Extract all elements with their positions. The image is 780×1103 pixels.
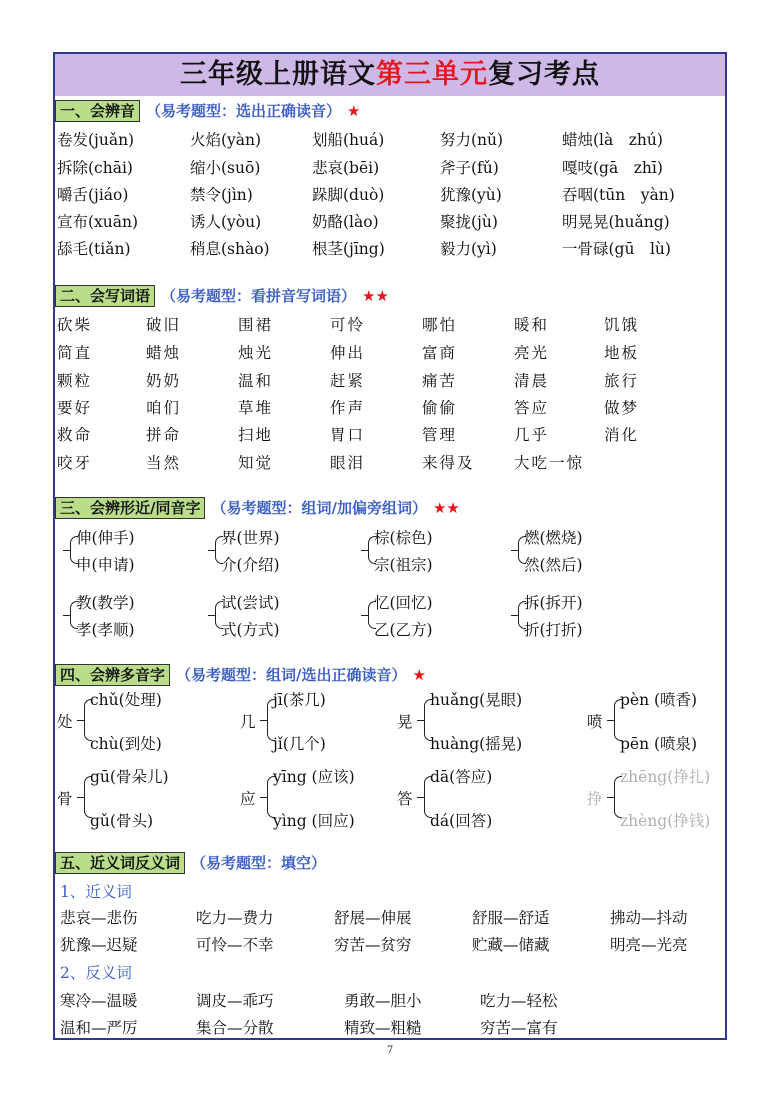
char-pair-top: 教(教学) <box>76 594 135 612</box>
section-4-header <box>55 664 426 686</box>
char-pair-top: 伸(伸手) <box>76 529 135 547</box>
char-pair-top: 拆(拆开) <box>524 594 583 612</box>
antonym-pair: 穷苦—富有 <box>480 1019 558 1037</box>
pronunciation-item: 犹豫(yù) <box>440 186 502 204</box>
title-part-1: 三年级上册语文 <box>180 59 376 90</box>
polyphone-char: 应 <box>240 790 256 808</box>
antonym-pair: 寒冷—温暖 <box>60 992 138 1010</box>
section-1-header <box>55 100 360 122</box>
polyphone-reading-2: dá(回答) <box>430 812 493 830</box>
pronunciation-item: 吞咽(tūn yàn) <box>562 186 675 204</box>
char-pair-bottom: 然(然后) <box>524 556 583 574</box>
char-pair-bottom: 申(申请) <box>76 556 135 574</box>
char-pair-bottom: 折(打折) <box>524 621 583 639</box>
vocab-word: 痛苦 <box>422 372 458 390</box>
star-rating: ★ <box>347 102 361 120</box>
section-label: 一、会辨音 <box>55 100 140 122</box>
page-title <box>55 54 725 96</box>
vocab-word: 眼泪 <box>330 454 366 472</box>
vocab-word: 蜡烛 <box>146 344 182 362</box>
antonym-pair: 温和—严厉 <box>60 1019 138 1037</box>
pronunciation-item: 跺脚(duò) <box>312 186 385 204</box>
synonym-pair: 舒服—舒适 <box>472 909 550 927</box>
pronunciation-item: 根茎(jīng) <box>312 240 385 258</box>
star-rating: ★★ <box>432 499 460 517</box>
vocab-word: 奶奶 <box>146 372 182 390</box>
vocab-word: 消化 <box>604 426 640 444</box>
vocab-word: 咱们 <box>146 399 182 417</box>
vocab-word: 旅行 <box>604 372 640 390</box>
vocab-word: 亮光 <box>514 344 550 362</box>
pronunciation-item: 聚拢(jù) <box>440 213 498 231</box>
polyphone-reading-1: jī(茶几) <box>273 691 326 709</box>
vocab-word: 知觉 <box>238 454 274 472</box>
vocab-word: 饥饿 <box>604 316 640 334</box>
polyphone-reading-1: pèn (喷香) <box>620 691 698 709</box>
vocab-word: 胃口 <box>330 426 366 444</box>
section-label: 五、近义词反义词 <box>55 852 185 874</box>
polyphone-reading-2: zhèng(挣钱) <box>620 812 711 830</box>
char-pair-top: 试(尝试) <box>221 594 280 612</box>
pronunciation-item: 嚼舌(jiáo) <box>57 186 129 204</box>
section-hint: （易考题型：组词/选出正确读音） <box>176 666 407 684</box>
vocab-word: 管理 <box>422 426 458 444</box>
vocab-word: 偷偷 <box>422 399 458 417</box>
title-part-2: 第三单元 <box>376 59 488 90</box>
pronunciation-item: 缩小(suō) <box>190 159 261 177</box>
pronunciation-item: 悲哀(bēi) <box>312 159 380 177</box>
title-part-3: 复习考点 <box>488 59 600 90</box>
synonym-pair: 贮藏—储藏 <box>472 936 550 954</box>
char-pair-bottom: 式(方式) <box>221 621 280 639</box>
vocab-word: 可怜 <box>330 316 366 334</box>
vocab-word: 大吃一惊 <box>514 454 585 472</box>
synonym-pair: 悲哀—悲伤 <box>60 909 138 927</box>
polyphone-char: 骨 <box>57 790 73 808</box>
section-hint: （易考题型：看拼音写词语） <box>161 287 357 305</box>
vocab-word: 暖和 <box>514 316 550 334</box>
vocab-word: 咬牙 <box>57 454 93 472</box>
char-pair-bottom: 孝(孝顺) <box>76 621 135 639</box>
polyphone-char: 处 <box>57 713 73 731</box>
vocab-word: 草堆 <box>238 399 274 417</box>
polyphone-char: 喷 <box>587 713 603 731</box>
pronunciation-item: 划船(huá) <box>312 131 385 149</box>
antonym-pair: 集合—分散 <box>196 1019 274 1037</box>
section-hint: （易考题型：填空） <box>191 854 327 872</box>
section-hint: （易考题型：组词/加偏旁组词） <box>211 499 427 517</box>
pronunciation-item: 稍息(shào) <box>190 240 270 258</box>
char-pair-bottom: 宗(祖宗) <box>374 556 433 574</box>
pronunciation-item: 明晃晃(huǎng) <box>562 213 670 231</box>
polyphone-char: 几 <box>240 713 256 731</box>
vocab-word: 做梦 <box>604 399 640 417</box>
vocab-word: 拼命 <box>146 426 182 444</box>
vocab-word: 烛光 <box>238 344 274 362</box>
polyphone-reading-1: yīng (应该) <box>273 768 355 786</box>
vocab-word: 伸出 <box>330 344 366 362</box>
section-label: 二、会写词语 <box>55 285 155 307</box>
char-pair-bottom: 乙(乙方) <box>374 621 433 639</box>
section-label: 四、会辨多音字 <box>55 664 170 686</box>
vocab-word: 扫地 <box>238 426 274 444</box>
pronunciation-item: 拆除(chāi) <box>57 159 133 177</box>
antonym-pair: 调皮—乖巧 <box>196 992 274 1010</box>
vocab-word: 温和 <box>238 372 274 390</box>
vocab-word: 要好 <box>57 399 93 417</box>
pronunciation-item: 诱人(yòu) <box>190 213 262 231</box>
polyphone-reading-2: jǐ(几个) <box>273 735 326 753</box>
vocab-word: 富商 <box>422 344 458 362</box>
section-5-header <box>55 852 326 874</box>
antonym-pair: 精致—粗糙 <box>344 1019 422 1037</box>
synonym-pair: 明亮—光亮 <box>610 936 688 954</box>
antonym-pair: 勇敢—胆小 <box>344 992 422 1010</box>
vocab-word: 几乎 <box>514 426 550 444</box>
vocab-word: 来得及 <box>422 454 475 472</box>
antonym-pair: 吃力—轻松 <box>480 992 558 1010</box>
synonyms-subheading: 1、近义词 <box>60 883 132 901</box>
polyphone-reading-1: huǎng(晃眼) <box>430 691 523 709</box>
char-pair-top: 棕(棕色) <box>374 529 433 547</box>
section-2-header <box>55 285 389 307</box>
vocab-word: 作声 <box>330 399 366 417</box>
star-rating: ★★ <box>362 287 389 305</box>
vocab-word: 破旧 <box>146 316 182 334</box>
char-pair-bottom: 介(介绍) <box>221 556 280 574</box>
vocab-word: 地板 <box>604 344 640 362</box>
char-pair-top: 燃(燃烧) <box>524 529 583 547</box>
pronunciation-item: 宣布(xuān) <box>57 213 139 231</box>
pronunciation-item: 卷发(juǎn) <box>57 131 135 149</box>
synonym-pair: 可怜—不幸 <box>196 936 274 954</box>
pronunciation-item: 禁令(jìn) <box>190 186 253 204</box>
vocab-word: 围裙 <box>238 316 274 334</box>
char-pair-top: 忆(回忆) <box>374 594 433 612</box>
star-rating: ★ <box>412 666 426 684</box>
polyphone-reading-2: yìng (回应) <box>273 812 355 830</box>
pronunciation-item: 努力(nǔ) <box>440 131 504 149</box>
polyphone-reading-2: huàng(摇晃) <box>430 735 523 753</box>
pronunciation-item: 舔毛(tiǎn) <box>57 240 131 258</box>
antonyms-subheading: 2、反义词 <box>60 964 132 982</box>
pronunciation-item: 火焰(yàn) <box>190 131 262 149</box>
polyphone-reading-2: chù(到处) <box>90 735 162 753</box>
vocab-word: 简直 <box>57 344 93 362</box>
synonym-pair: 拂动—抖动 <box>610 909 688 927</box>
vocab-word: 救命 <box>57 426 93 444</box>
pronunciation-item: 蜡烛(là zhú) <box>562 131 663 149</box>
synonym-pair: 穷苦—贫穷 <box>334 936 412 954</box>
pronunciation-item: 毅力(yì) <box>440 240 497 258</box>
vocab-word: 当然 <box>146 454 182 472</box>
synonym-pair: 舒展—伸展 <box>334 909 412 927</box>
section-hint: （易考题型：选出正确读音） <box>146 102 342 120</box>
vocab-word: 砍柴 <box>57 316 93 334</box>
polyphone-reading-1: chǔ(处理) <box>90 691 162 709</box>
pronunciation-item: 一骨碌(gū lù) <box>562 240 671 258</box>
polyphone-reading-1: zhēng(挣扎) <box>620 768 711 786</box>
synonym-pair: 吃力—费力 <box>196 909 274 927</box>
polyphone-char: 挣 <box>587 790 603 808</box>
vocab-word: 清晨 <box>514 372 550 390</box>
pronunciation-item: 斧子(fǔ) <box>440 159 499 177</box>
section-3-header <box>55 497 460 519</box>
polyphone-char: 答 <box>397 790 413 808</box>
page-number: 7 <box>386 1045 394 1056</box>
section-label: 三、会辨形近/同音字 <box>55 497 205 519</box>
vocab-word: 颗粒 <box>57 372 93 390</box>
vocab-word: 哪怕 <box>422 316 458 334</box>
polyphone-reading-1: dā(答应) <box>430 768 493 786</box>
vocab-word: 赶紧 <box>330 372 366 390</box>
pronunciation-item: 嘎吱(gā zhī) <box>562 159 663 177</box>
char-pair-top: 界(世界) <box>221 529 280 547</box>
polyphone-reading-2: pēn (喷泉) <box>620 735 698 753</box>
synonym-pair: 犹豫—迟疑 <box>60 936 138 954</box>
pronunciation-item: 奶酪(lào) <box>312 213 379 231</box>
vocab-word: 答应 <box>514 399 550 417</box>
polyphone-char: 晃 <box>397 713 413 731</box>
polyphone-reading-2: gǔ(骨头) <box>90 812 153 830</box>
polyphone-reading-1: gū(骨朵儿) <box>90 768 169 786</box>
